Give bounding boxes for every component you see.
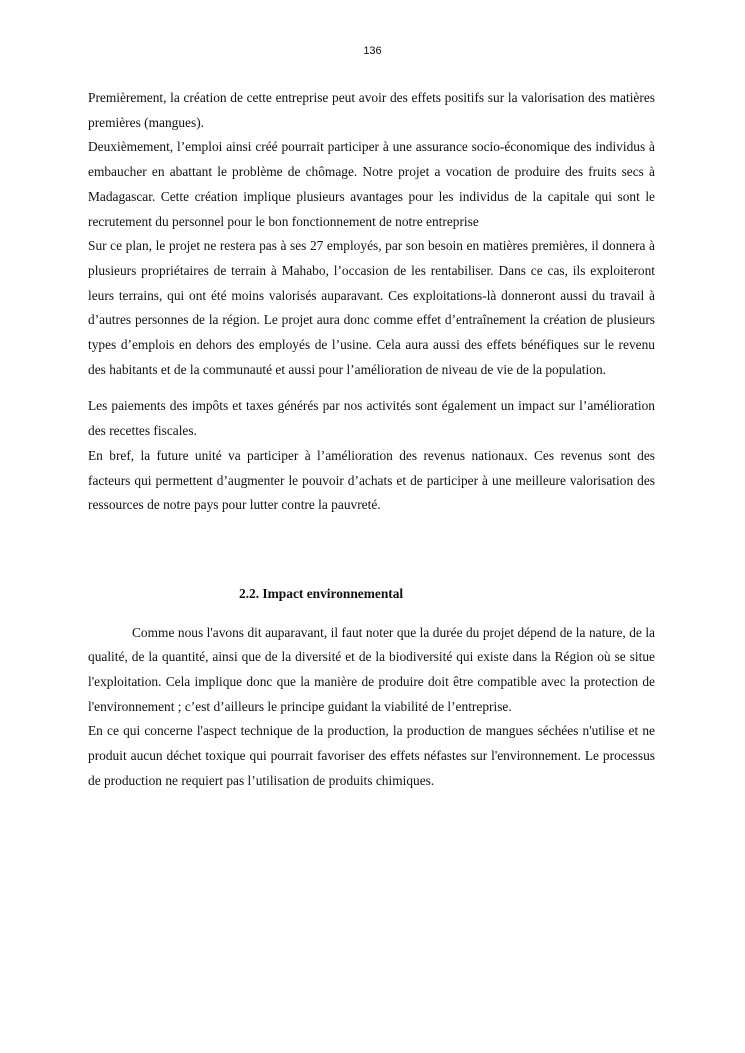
paragraph-environment-intro: Comme nous l'avons dit auparavant, il faut noter que la durée du projet dépend de la nature, de la qualité, de la quantité, ainsi que de la diversité et de la biodiversité qui existe dans la Région où se situe l'exploitation. Cela implique donc que la manière de produire doit être compatible avec la protection de l'environnement ; c’est d’ailleurs le principe guidant la viabilité de l’entreprise. — [88, 624, 655, 714]
section-heading: 2.2. Impact environnemental — [239, 585, 404, 601]
paragraph-summary: En bref, la future unité va participer à l’amélioration des revenus nationaux. Ces revenus sont des facteurs qui permettent d’augmenter le pouvoir d’achats et de participer à une meilleure valorisation des ressources de notre pays pour lutter contre la pauvreté. — [88, 447, 655, 513]
paragraph-landowners: Sur ce plan, le projet ne restera pas à ses 27 employés, par son besoin en matières premières, il donnera à plusieurs propriétaires de terrain à Mahabo, l’occasion de les rentabiliser. Dans ce cas, ils exploiteront leurs terrains, qui ont été moins valorisés auparavant. Ces exploitations-là donneront aussi du travail à d’autres personnes de la région. Le projet aura donc comme effet d’entraînement la création de plusieurs types d’emplois en dehors des employés de l’usine. Cela aura aussi des effets bénéfiques sur le revenu des habitants et de la communauté et aussi pour l’amélioration de niveau de vie de la population. — [88, 238, 655, 377]
paragraph-production-technique: En ce qui concerne l'aspect technique de la production, la production de mangues séchées n'utilise et ne produit aucun déchet toxique qui pourrait favoriser des effets néfastes sur l'environnement. Le processus de production ne requiert pas l’utilisation de produits chimiques. — [88, 723, 655, 788]
paragraph-employment: Deuxièmement, l’emploi ainsi créé pourrait participer à une assurance socio-économique des individus à embaucher en abattant le problème de chômage. Notre projet a vocation de produire des fruits secs à Madagascar. Cette création implique plusieurs avantages pour les individus de la capitale qui sont le recrutement du personnel pour le bon fonctionnement de notre entreprise — [88, 139, 655, 229]
paragraph-taxes: Les paiements des impôts et taxes générés par nos activités sont également un impact sur l’amélioration des recettes fiscales. — [88, 398, 655, 439]
paragraph-raw-materials: Premièrement, la création de cette entreprise peut avoir des effets positifs sur la valorisation des matières premières (mangues). — [88, 90, 655, 130]
page-number: 136 — [363, 45, 382, 57]
document-body — [88, 86, 655, 794]
